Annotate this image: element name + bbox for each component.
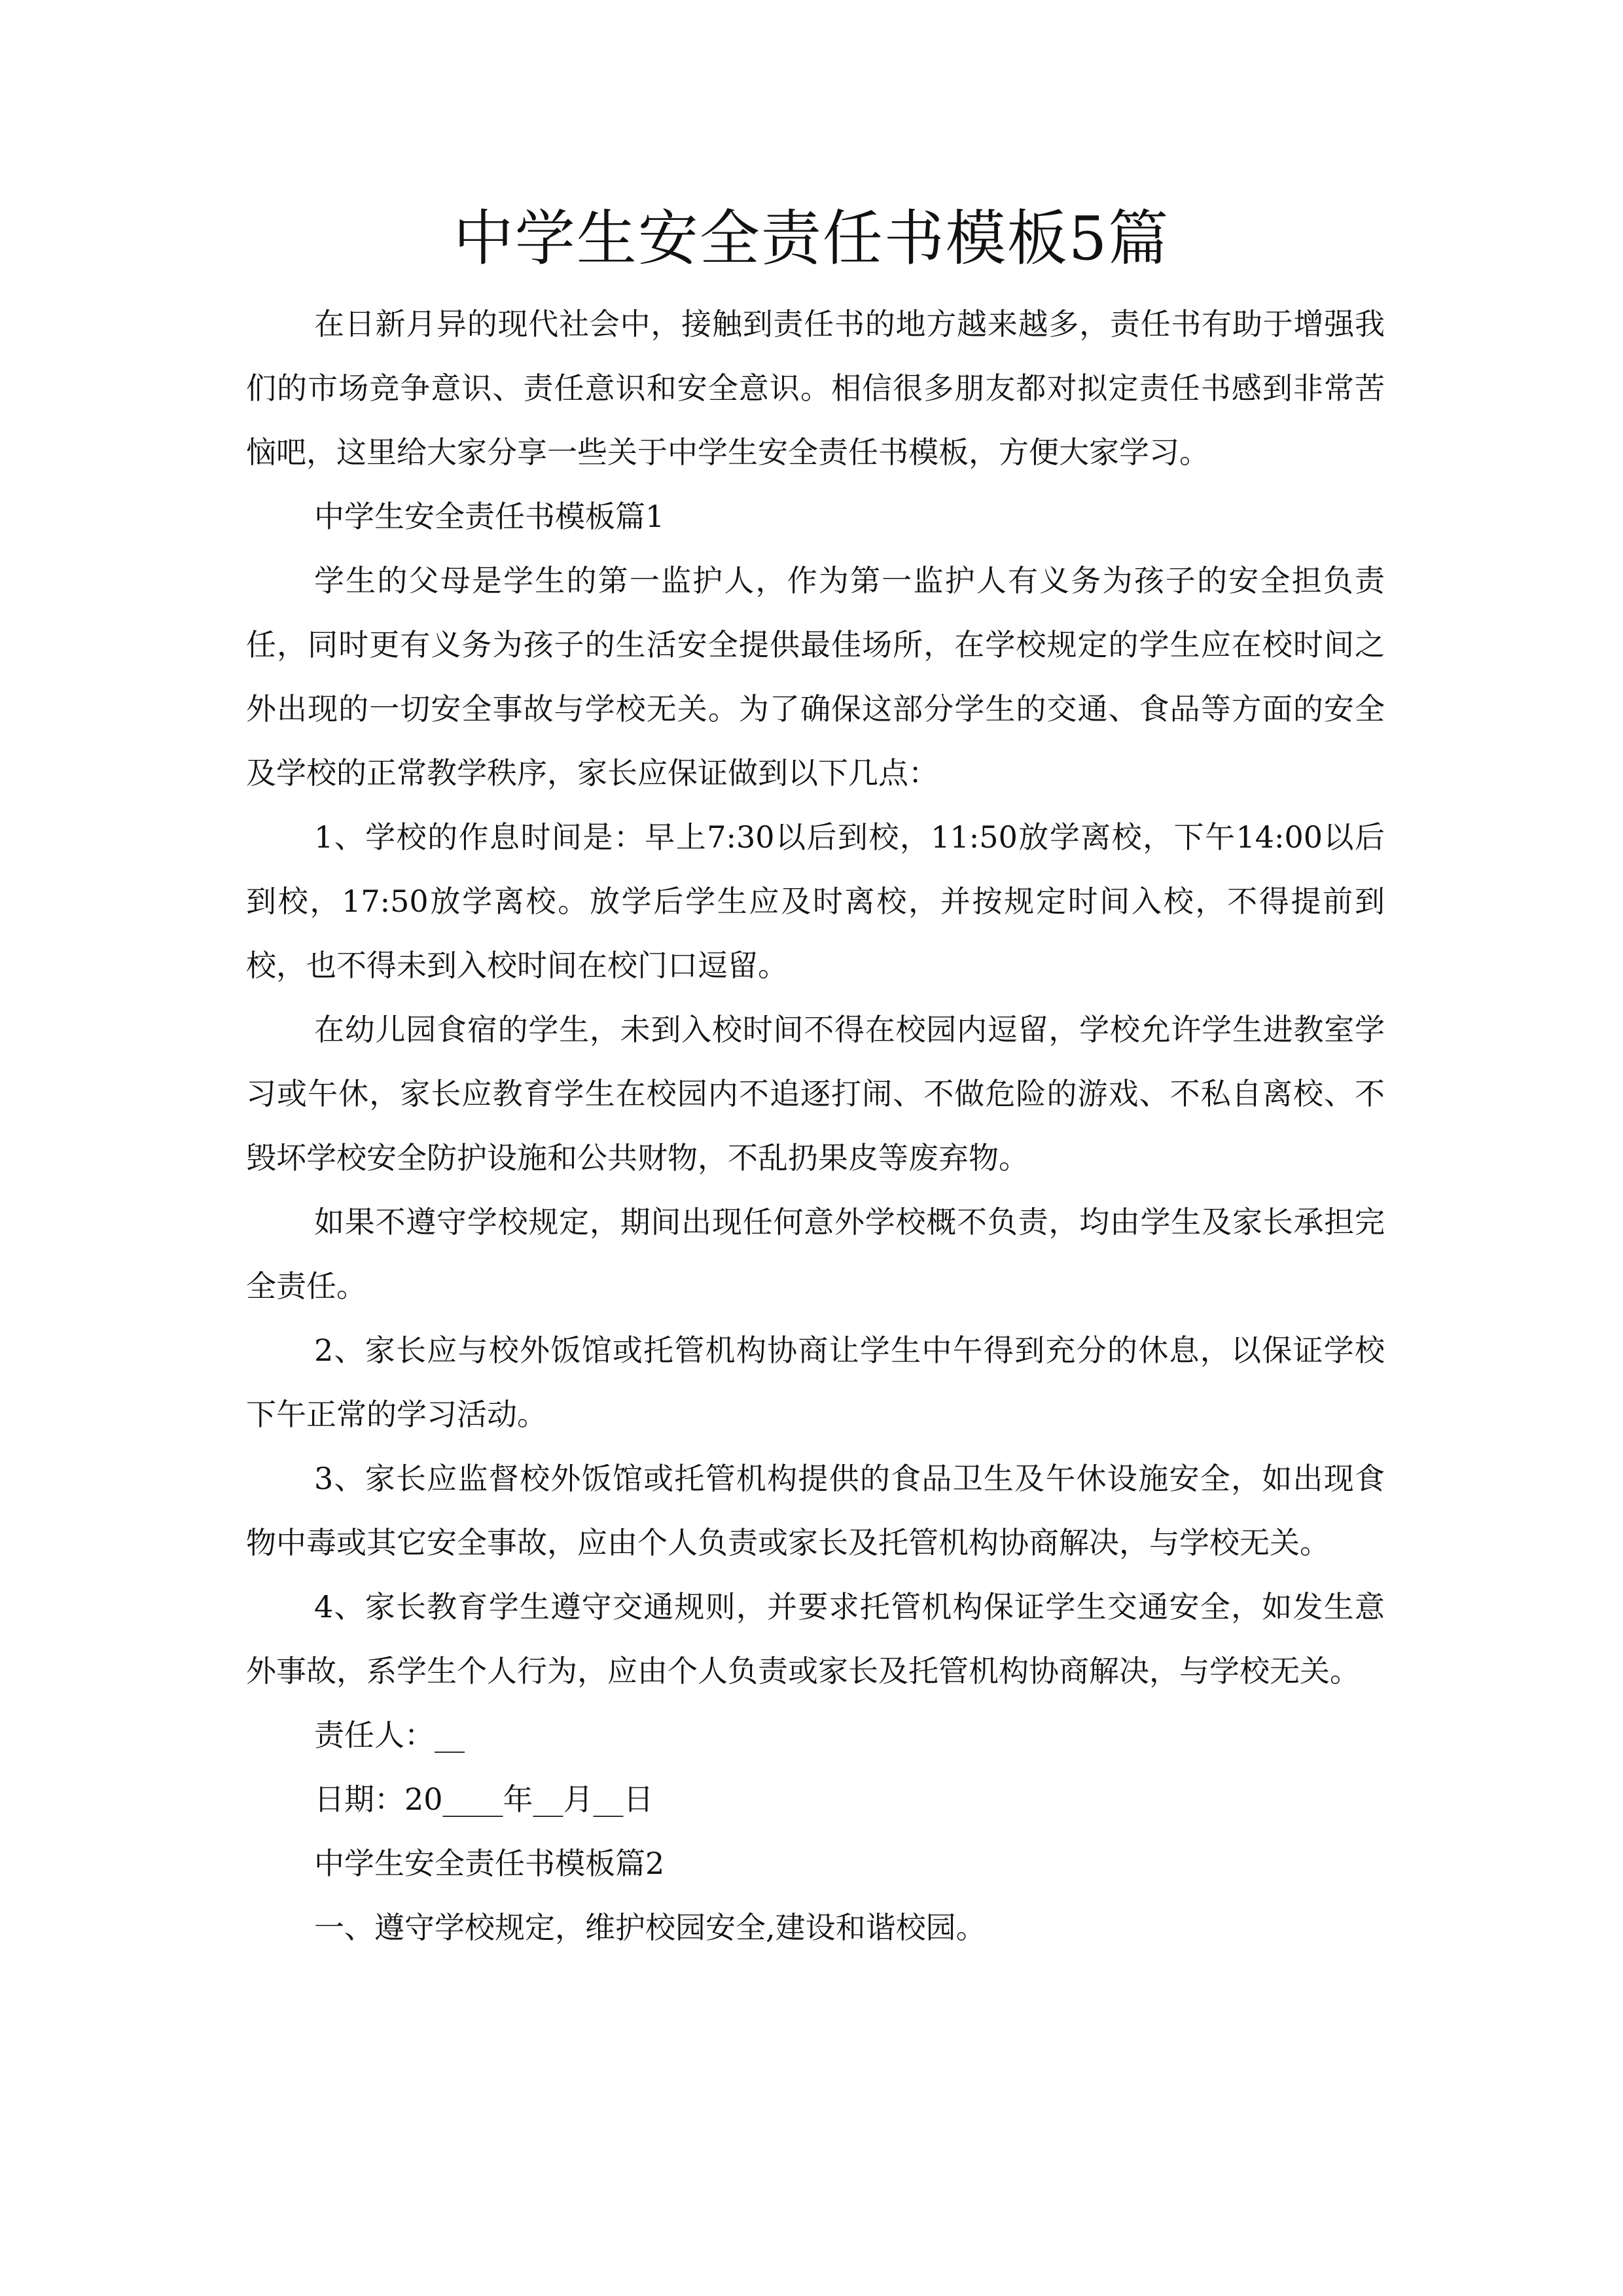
responsible-person-line: 责任人：__ xyxy=(314,1717,465,1753)
document-title: 中学生安全责任书模板5篇 xyxy=(453,204,1170,274)
rule-4-paragraph: 4、家长教育学生遵守交通规则，并要求托管机构保证学生交通安全，如发生意外事故，系学生个人行为，应由个人负责或家长及托管机构协商解决，与学校无关。 xyxy=(246,1589,1385,1689)
section-2-item-1: 一、遵守学校规定，维护校园安全,建设和谐校园。 xyxy=(314,1910,986,1945)
date-line: 日期：20____年__月__日 xyxy=(314,1782,654,1817)
rule-2-paragraph: 2、家长应与校外饭馆或托管机构协商让学生中午得到充分的休息，以保证学校下午正常的学习活动。 xyxy=(246,1333,1385,1432)
liability-paragraph: 如果不遵守学校规定，期间出现任何意外学校概不负责，均由学生及家长承担完全责任。 xyxy=(246,1204,1385,1304)
document-body xyxy=(246,292,1385,1960)
section-heading-1: 中学生安全责任书模板篇1 xyxy=(314,499,665,534)
section-heading-2: 中学生安全责任书模板篇2 xyxy=(314,1846,665,1881)
boarding-paragraph: 在幼儿园食宿的学生，未到入校时间不得在校园内逗留，学校允许学生进教室学习或午休，家长应教育学生在校园内不追逐打闹、不做危险的游戏、不私自离校、不毁坏学校安全防护设施和公共财物，不乱扔果皮等废弃物。 xyxy=(246,1012,1385,1175)
rule-1-paragraph: 1、学校的作息时间是：早上7:30以后到校，11:50放学离校，下午14:00以后到校，17:50放学离校。放学后学生应及时离校，并按规定时间入校，不得提前到校，也不得未到入校时间在校门口逗留。 xyxy=(246,819,1385,983)
intro-paragraph: 在日新月异的现代社会中，接触到责任书的地方越来越多，责任书有助于增强我们的市场竞争意识、责任意识和安全意识。相信很多朋友都对拟定责任书感到非常苦恼吧，这里给大家分享一些关于中学生安全责任书模板，方便大家学习。 xyxy=(246,306,1385,470)
guardian-paragraph: 学生的父母是学生的第一监护人，作为第一监护人有义务为孩子的安全担负责任，同时更有义务为孩子的生活安全提供最佳场所，在学校规定的学生应在校时间之外出现的一切安全事故与学校无关。为了确保这部分学生的交通、食品等方面的安全及学校的正常教学秩序，家长应保证做到以下几点： xyxy=(246,563,1385,791)
rule-3-paragraph: 3、家长应监督校外饭馆或托管机构提供的食品卫生及午休设施安全，如出现食物中毒或其它安全事故，应由个人负责或家长及托管机构协商解决，与学校无关。 xyxy=(246,1461,1385,1560)
